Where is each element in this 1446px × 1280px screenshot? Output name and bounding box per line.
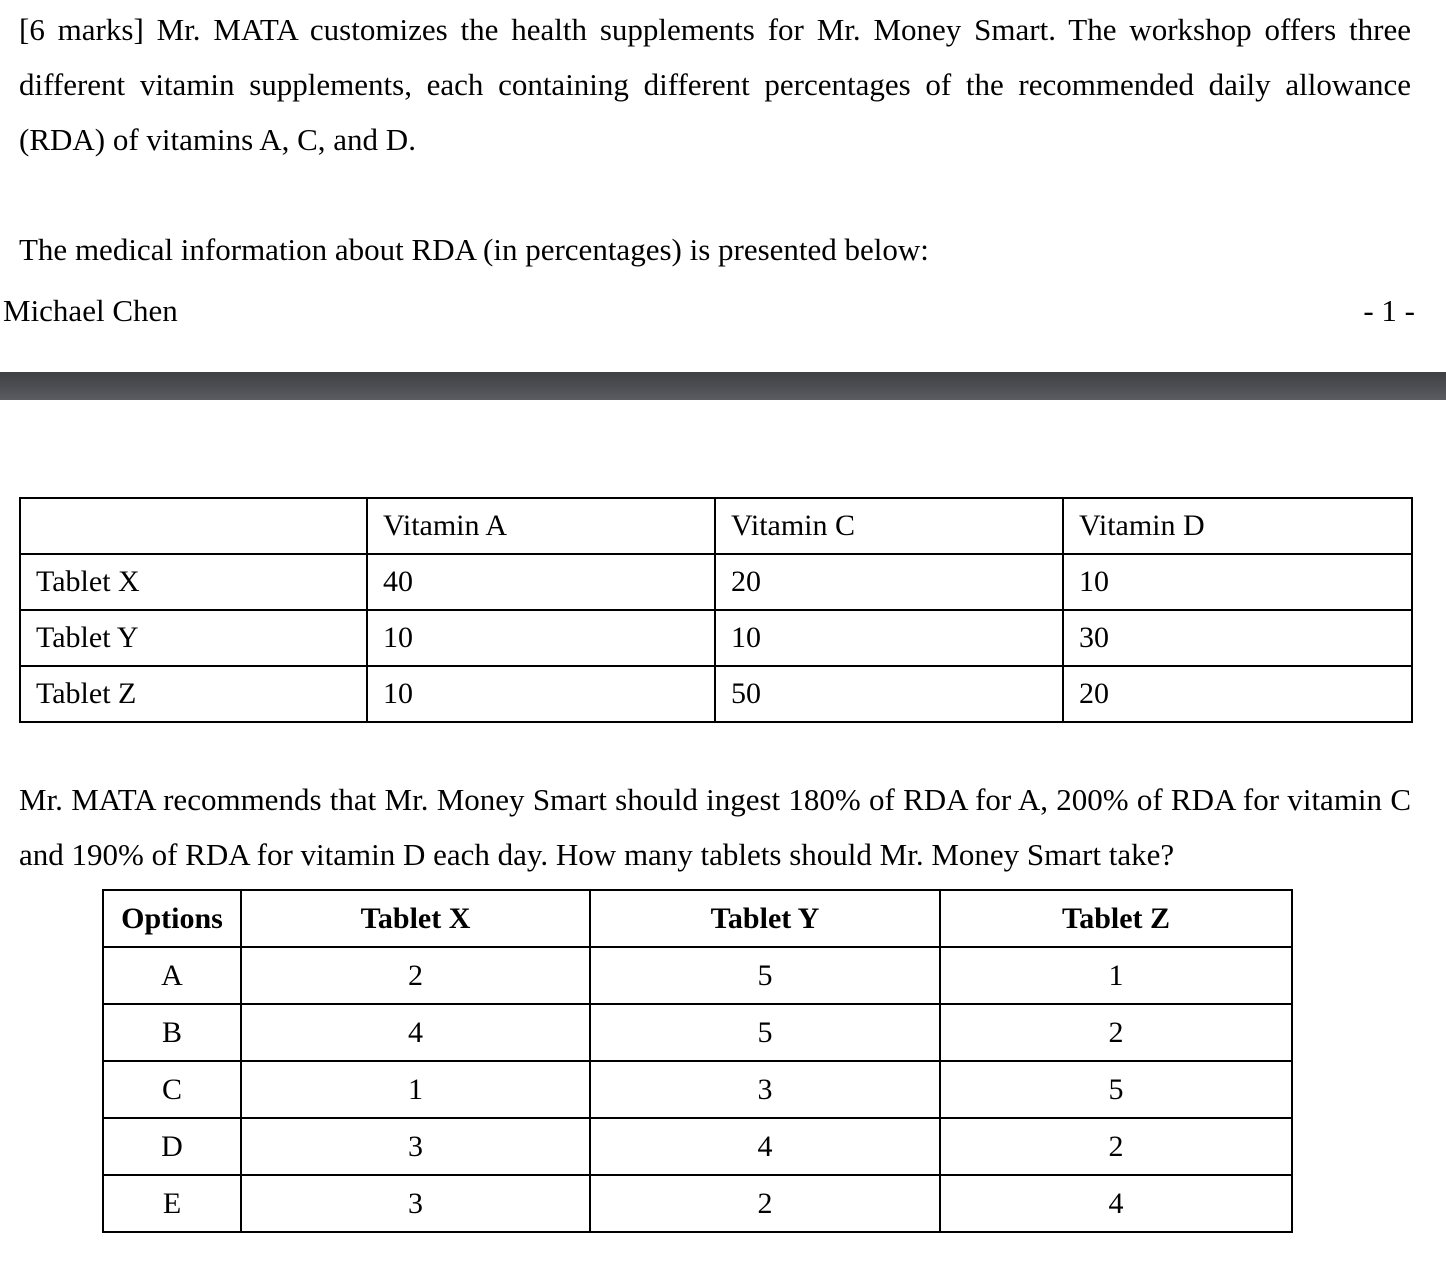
- options-header-cell: Tablet X: [241, 890, 590, 947]
- rda-cell: Tablet Z: [20, 666, 367, 722]
- rda-header-cell: [20, 498, 367, 554]
- rda-header-row: [20, 498, 1412, 554]
- options-cell: 2: [940, 1004, 1292, 1061]
- options-cell: 2: [241, 947, 590, 1004]
- rda-header-cell: Vitamin D: [1063, 498, 1412, 554]
- options-cell: 3: [241, 1118, 590, 1175]
- options-cell: E: [103, 1175, 241, 1232]
- options-cell: C: [103, 1061, 241, 1118]
- question-text: Mr. MATA recommends that Mr. Money Smart should ingest 180% of RDA for A, 200% of RDA for vitamin C and 190% of RDA for vitamin D each day. How many tablets should Mr. Money Smart take?: [19, 782, 1411, 872]
- rda-cell: 50: [715, 666, 1063, 722]
- options-header-cell: Options: [103, 890, 241, 947]
- rda-intro: The medical information about RDA (in percentages) is presented below:: [19, 232, 929, 267]
- rda-cell: 20: [1063, 666, 1412, 722]
- rda-cell: 10: [367, 666, 715, 722]
- rda-header-cell: Vitamin C: [715, 498, 1063, 554]
- rda-cell: Tablet Y: [20, 610, 367, 666]
- options-cell: 4: [241, 1004, 590, 1061]
- options-cell: A: [103, 947, 241, 1004]
- rda-cell: 30: [1063, 610, 1412, 666]
- rda-row: [20, 666, 1412, 722]
- rda-cell: 10: [1063, 554, 1412, 610]
- options-header-cell: Tablet Z: [940, 890, 1292, 947]
- rda-cell: Tablet X: [20, 554, 367, 610]
- rda-cell: 20: [715, 554, 1063, 610]
- options-row: [103, 1061, 1292, 1118]
- options-cell: 4: [940, 1175, 1292, 1232]
- rda-cell: 10: [715, 610, 1063, 666]
- options-row: [103, 1004, 1292, 1061]
- footer-author: Michael Chen: [3, 293, 178, 328]
- rda-cell: 10: [367, 610, 715, 666]
- options-cell: 1: [241, 1061, 590, 1118]
- options-cell: 3: [590, 1061, 940, 1118]
- footer-page-number: - 1 -: [1363, 293, 1415, 328]
- options-cell: D: [103, 1118, 241, 1175]
- options-cell: 5: [590, 947, 940, 1004]
- rda-row: [20, 610, 1412, 666]
- rda-row: [20, 554, 1412, 610]
- options-row: [103, 1175, 1292, 1232]
- options-header-cell: Tablet Y: [590, 890, 940, 947]
- rda-cell: 40: [367, 554, 715, 610]
- question-intro: [6 marks] Mr. MATA customizes the health supplements for Mr. Money Smart. The workshop offers three different vitamin supplements, each containing different percentages of the recommended daily allowance (RDA) of vitamins A, C, and D.: [19, 12, 1411, 157]
- options-cell: 2: [940, 1118, 1292, 1175]
- options-cell: 5: [940, 1061, 1292, 1118]
- options-cell: 5: [590, 1004, 940, 1061]
- options-cell: 1: [940, 947, 1292, 1004]
- options-row: [103, 1118, 1292, 1175]
- options-cell: 3: [241, 1175, 590, 1232]
- page-break-divider: [0, 372, 1446, 400]
- rda-table: [19, 497, 1413, 723]
- options-header-row: [103, 890, 1292, 947]
- options-table: [102, 889, 1293, 1233]
- options-cell: B: [103, 1004, 241, 1061]
- rda-header-cell: Vitamin A: [367, 498, 715, 554]
- options-row: [103, 947, 1292, 1004]
- options-cell: 2: [590, 1175, 940, 1232]
- options-cell: 4: [590, 1118, 940, 1175]
